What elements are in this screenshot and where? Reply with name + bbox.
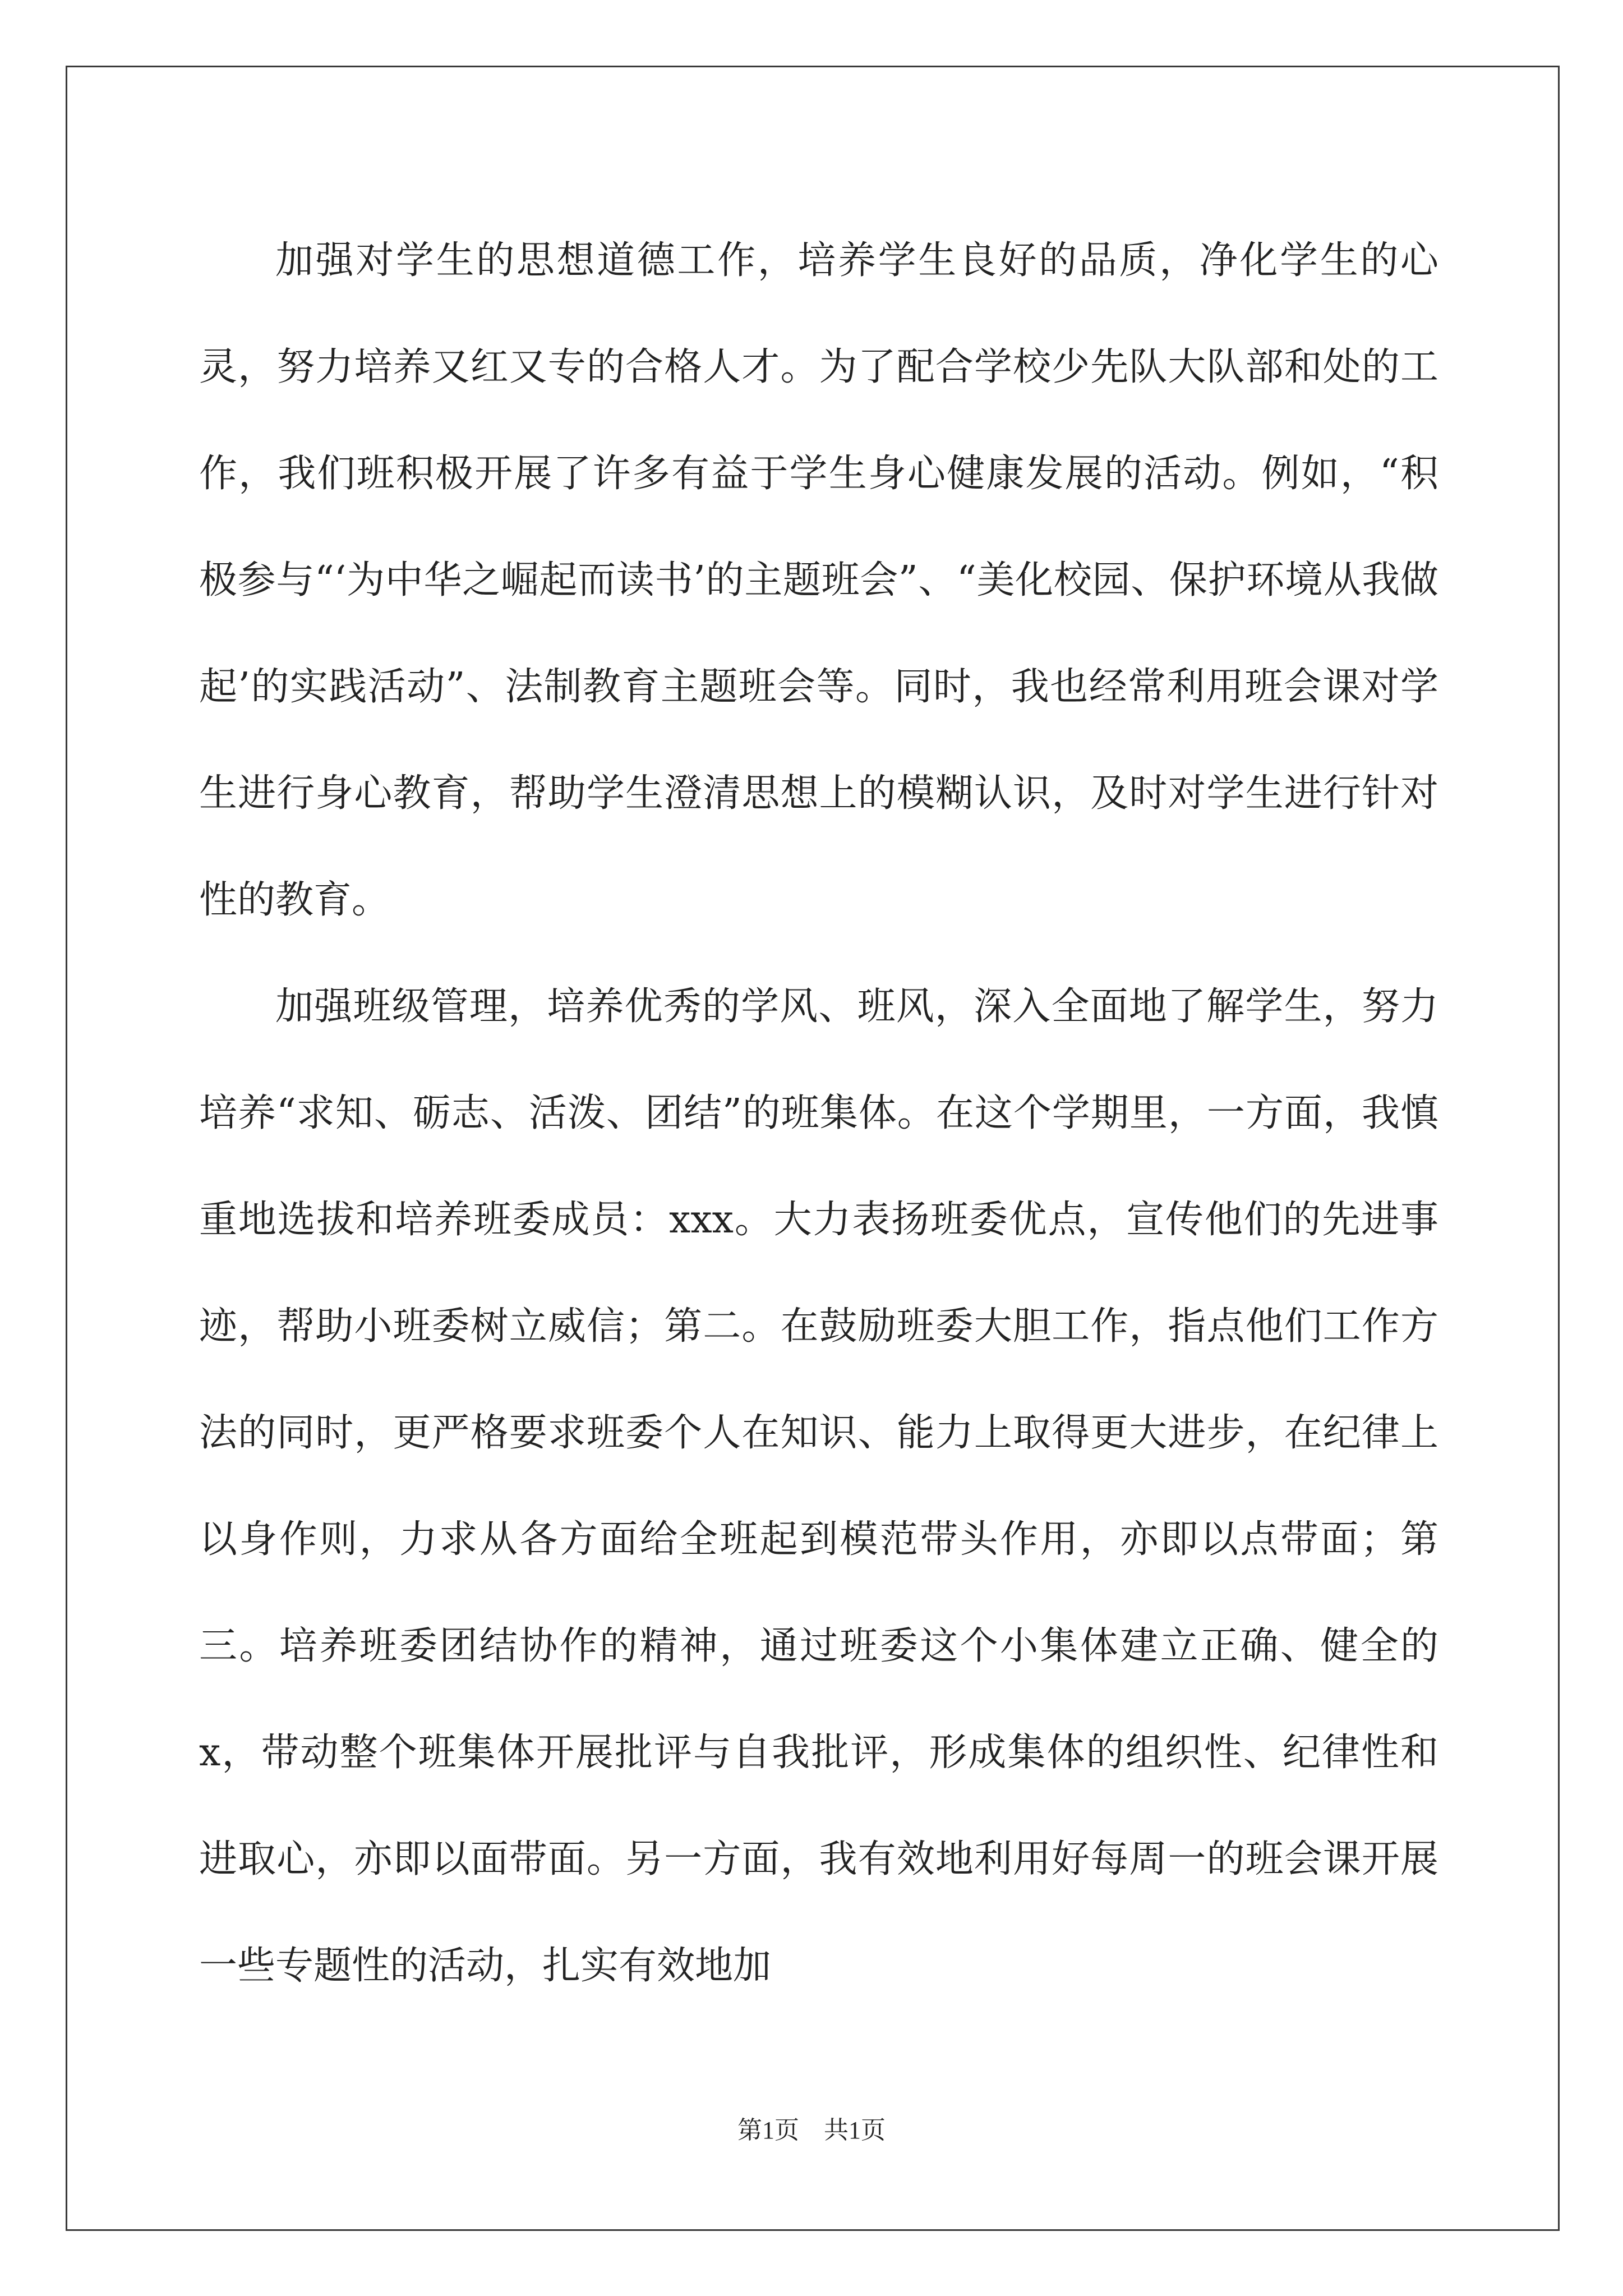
paragraph-1: 加强对学生的思想道德工作，培养学生良好的品质，净化学生的心灵，努力培养又红又专的合格人才。为了配合学校少先队大队部和处的工作，我们班积极开展了许多有益于学生身心健康发展的活动。例如，“积极参与“‘为中华之崛起而读书’的主题班会”、“美化校园、保护环境从我做起’的实践活动”、法制教育主题班会等。同时，我也经常利用班会课对学生进行身心教育，帮助学生澄清思想上的模糊认识，及时对学生进行针对性的教育。 <box>199 238 1438 922</box>
page-number: 第1页 <box>737 2116 799 2144</box>
page-total: 共1页 <box>824 2116 886 2144</box>
paragraph-2: 加强班级管理，培养优秀的学风、班风，深入全面地了解学生，努力培养“求知、砺志、活泼、团结”的班集体。在这个学期里，一方面，我慎重地选拔和培养班委成员：xxx。大力表扬班委优点，宣传他们的先进事迹，帮助小班委树立威信；第二。在鼓励班委大胆工作，指点他们工作方法的同时，更严格要求班委个人在知识、能力上取得更大进步，在纪律上以身作则，力求从各方面给全班起到模范带头作用，亦即以点带面；第三。培养班委团结协作的精神，通过班委这个小集体建立正确、健全的x，带动整个班集体开展批评与自我批评，形成集体的组织性、纪律性和进取心，亦即以面带面。另一方面，我有效地利用好每周一的班会课开展一些专题性的活动，扎实有效地加 <box>199 984 1438 1988</box>
page-footer <box>0 2114 1623 2147</box>
document-body <box>199 208 1438 2019</box>
